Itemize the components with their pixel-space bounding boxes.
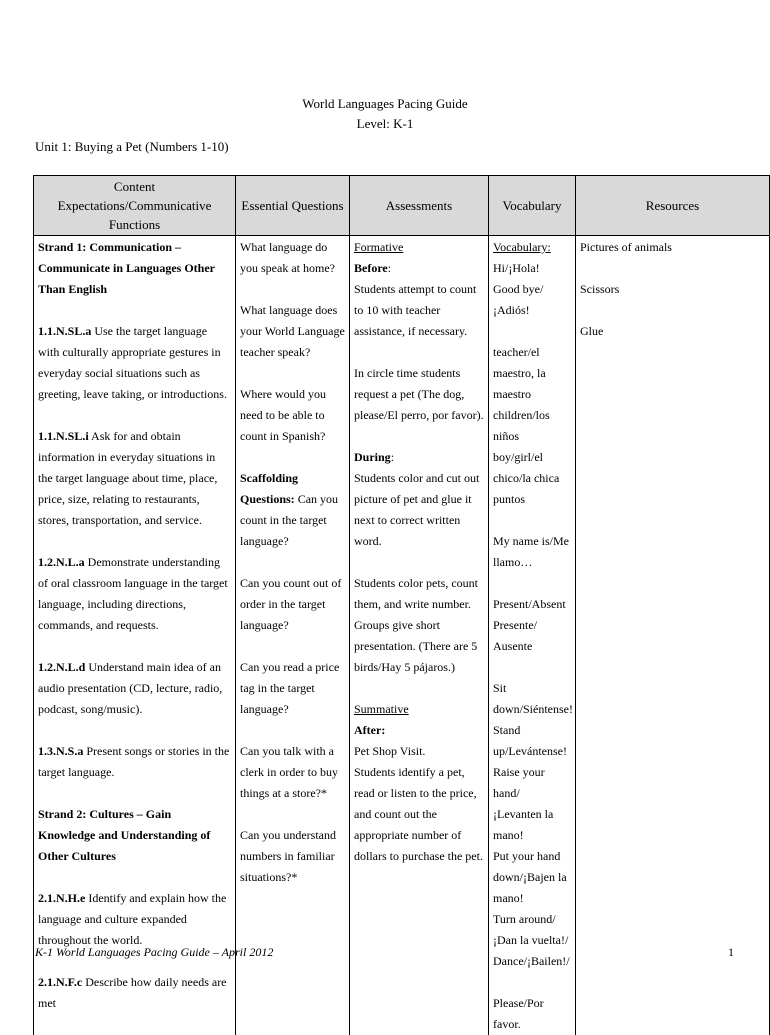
vocab-item: Put your hand down/¡Bajen la mano! (493, 846, 571, 909)
vocab-item: boy/girl/el chico/la chica (493, 447, 571, 489)
table-row (34, 236, 770, 1035)
question: Can you talk with a clerk in order to buy things at a store?* (240, 741, 345, 804)
vocab-item: Turn around/ ¡Dan la vuelta!/ (493, 909, 571, 951)
vocab-item: My name is/Me llamo… (493, 531, 571, 573)
expectation-item: 1.2.N.L.a Demonstrate understanding of oral classroom language in the target language, including directions, commands, and requests. (38, 552, 231, 636)
footer-text: K-1 World Languages Pacing Guide – April 2012 (35, 945, 273, 960)
vocab-item: Stand up/Levántense! (493, 720, 571, 762)
header-content-expectations: Content Expectations/Communicative Functions (34, 176, 236, 236)
vocab-item: Please/Por favor. (493, 993, 571, 1035)
header-essential-questions: Essential Questions (236, 176, 350, 236)
expectation-item: 1.3.N.S.a Present songs or stories in the target language. (38, 741, 231, 783)
question: What language do you speak at home? (240, 237, 345, 279)
assessment-item: Students color pets, count them, and write number. Groups give short presentation. (There are 5 birds/Hay 5 pájaros.) (354, 573, 484, 678)
vocab-item: teacher/el maestro, la maestro (493, 342, 571, 405)
guide-title: World Languages Pacing Guide (0, 94, 770, 114)
unit-heading: Unit 1: Buying a Pet (Numbers 1-10) (35, 137, 229, 157)
summative-label: Summative (354, 699, 484, 720)
resource-item: Glue (580, 321, 765, 342)
page-number: 1 (728, 945, 734, 960)
question: Can you count out of order in the target language? (240, 573, 345, 636)
assessment-item: Students color and cut out picture of pet and glue it next to correct written word. (354, 468, 484, 552)
question: Where would you need to be able to count in Spanish? (240, 384, 345, 447)
scaffolding-label: Scaffolding Questions: (240, 471, 298, 506)
before-label: Before: (354, 258, 484, 279)
question: Can you understand numbers in familiar situations?* (240, 825, 345, 888)
vocab-item: Presente/ Ausente (493, 615, 571, 657)
header-vocabulary: Vocabulary (489, 176, 576, 236)
after-label: After: (354, 720, 484, 741)
vocab-item: puntos (493, 489, 571, 510)
assessment-item: Students identify a pet, read or listen to the price, and count out the appropriate number of dollars to purchase the pet. (354, 762, 484, 867)
header-resources: Resources (576, 176, 770, 236)
header-assessments: Assessments (350, 176, 489, 236)
questions-cell (236, 236, 350, 1035)
question: Can you read a price tag in the target language? (240, 657, 345, 720)
document-title (0, 94, 770, 134)
strand-1-heading: Strand 1: Communication – Communicate in Languages Other Than English (38, 240, 215, 296)
assessments-cell (350, 236, 489, 1035)
question: Scaffolding Questions: Can you count in the target language? (240, 468, 345, 552)
expectation-item: 1.1.N.SL.a Use the target language with culturally appropriate gestures in everyday social situations such as greeting, leave taking, or introductions. (38, 321, 231, 405)
expectation-item: 1.2.N.L.d Understand main idea of an audio presentation (CD, lecture, radio, podcast, song/music). (38, 657, 231, 720)
guide-level: Level: K-1 (0, 114, 770, 134)
resource-item: Scissors (580, 279, 765, 300)
vocab-item: Raise your hand/ ¡Levanten la mano! (493, 762, 571, 846)
vocab-item: Good bye/ ¡Adiós! (493, 279, 571, 321)
vocab-item: Dance/¡Bailen!/ (493, 951, 571, 972)
vocabulary-label: Vocabulary: (493, 237, 571, 258)
vocab-item: Hi/¡Hola! (493, 258, 571, 279)
expectation-item: 2.1.N.F.c Describe how daily needs are met (38, 972, 231, 1014)
assessment-item: Students attempt to count to 10 with teacher assistance, if necessary. (354, 279, 484, 342)
vocabulary-cell (489, 236, 576, 1035)
resources-cell (576, 236, 770, 1035)
during-label: During: (354, 447, 484, 468)
vocab-item: Sit down/Siéntense! (493, 678, 571, 720)
content-cell (34, 236, 236, 1035)
assessment-item: In circle time students request a pet (The dog, please/El perro, por favor). (354, 363, 484, 426)
vocab-item: children/los niños (493, 405, 571, 447)
formative-label: Formative (354, 237, 484, 258)
table-header-row (34, 176, 770, 236)
pacing-guide-table (33, 175, 770, 1035)
expectation-item: 2.1.N.H.e Identify and explain how the language and culture expanded throughout the world. (38, 888, 231, 951)
resource-item: Pictures of animals (580, 237, 765, 258)
question: What language does your World Language teacher speak? (240, 300, 345, 363)
expectation-item: 1.1.N.SL.i Ask for and obtain information in everyday situations in the target language about time, place, price, size, relating to restaurants, stores, transportation, and service. (38, 426, 231, 531)
strand-2-heading: Strand 2: Cultures – Gain Knowledge and Understanding of Other Cultures (38, 807, 210, 863)
assessment-item: Pet Shop Visit. (354, 741, 484, 762)
vocab-item: Present/Absent (493, 594, 571, 615)
